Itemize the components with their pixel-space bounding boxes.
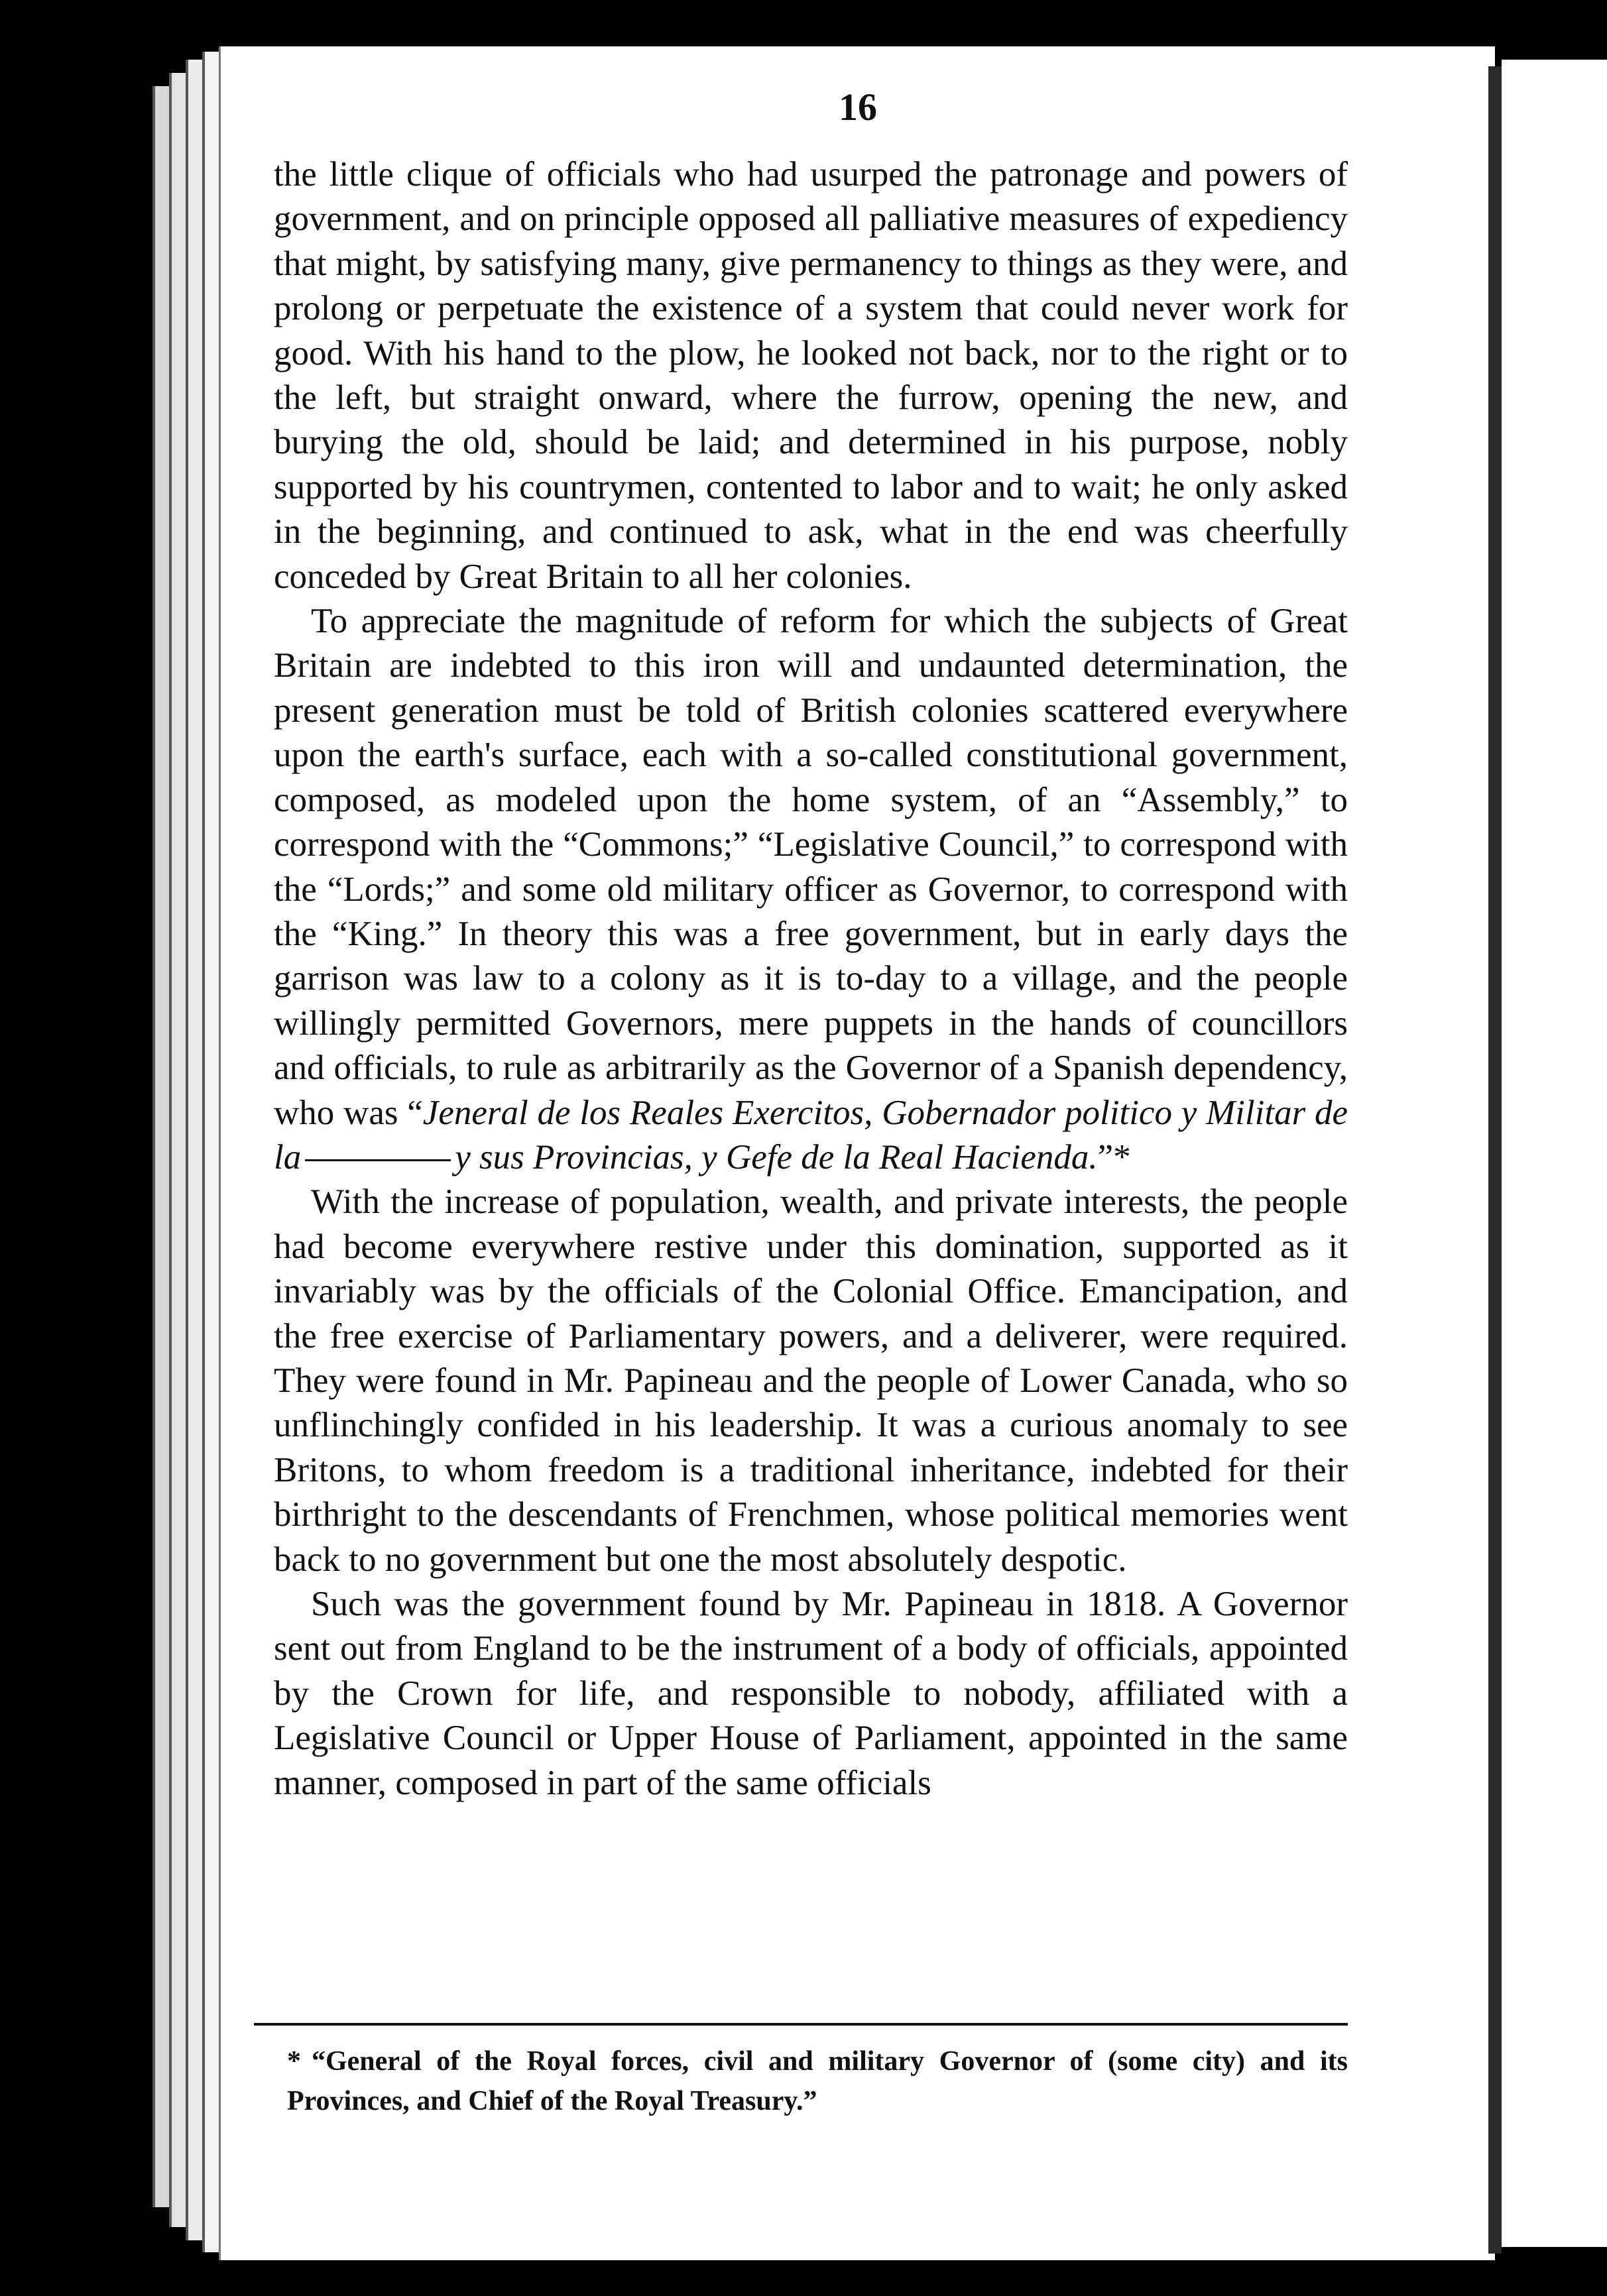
paragraph-text: To appreciate the magnitude of reform for which the subjects of Great Britain are indebted to this iron will and undaunted determination, the present generation must be told of British colonies scattered everywhere upon the earth's surface, each with a so-called constitutional government, composed, as modeled upon the home system, of an “Assembly,” to correspond with the “Commons;” “Legislative Council,” to correspond with the “Lords;” and some old military officer as Governor, to correspond with the “King.” In theory this was a free government, but in early days the garrison was law to a colony as it is to-day to a village, and the people willingly permitted Governors, mere puppets in the hands of councillors and officials, to rule as arbitrarily as the Governor of a Spanish dependency, who was [274, 602, 1348, 1132]
blank-dash [305, 1159, 451, 1161]
adjacent-page [1502, 60, 1607, 2247]
binding-strip [1488, 66, 1502, 2254]
footnote-text: “General of the Royal forces, civil and military Governor of (some city) and its Provinces, and Chief of the Royal Treasury.” [287, 2046, 1348, 2116]
paragraph: Such was the government found by Mr. Papineau in 1818. A Governor sent out from England to be the instrument of a body of officials, appointed by the Crown for life, and responsible to nobody, affiliated with a Legislative Council or Upper House of Parliament, appointed in the same manner, composed in part of the same officials [274, 1585, 1348, 1802]
spanish-title-part-2: y sus Provincias, y Gefe de la Real Hacienda. [455, 1137, 1098, 1177]
footnote [287, 2041, 1348, 2121]
footnote-mark: * [287, 2046, 301, 2077]
book-page [219, 46, 1495, 2260]
page-number: 16 [839, 86, 877, 129]
spanish-title-part-1: Jeneral de los Reales Exercitos, Gobernador politico y Militar de la [274, 1093, 1348, 1177]
quote-close: ”* [1097, 1137, 1131, 1177]
footnote-divider [254, 2023, 1348, 2026]
paragraph [274, 599, 1348, 1180]
paragraph: With the increase of population, wealth, and private interests, the people had become everywhere restive under this domination, supported as it invariably was by the officials of the Colonial Office. Emancipation, and the free exercise of Parliamentary powers, and a deliverer, were required. They were found in Mr. Papineau and the people of Lower Canada, who so unflinchingly confided in his leadership. It was a curious anomaly to see Britons, to whom freedom is a traditional inheritance, indebted for their birthright to the descendants of Frenchmen, whose political memories went back to no government but one the most absolutely despotic. [274, 1182, 1348, 1579]
paragraph: the little clique of officials who had usurped the patronage and powers of government, and on principle opposed all palliative measures of expediency that might, by satisfying many, give permanency to things as they were, and prolong or perpetuate the existence of a system that could never work for good. With his hand to the plow, he looked not back, nor to the right or to the left, but straight onward, where the furrow, opening the new, and burying the old, should be laid; and determined in his purpose, nobly supported by his countrymen, contented to labor and to wait; he only asked in the beginning, and continued to ask, what in the end was cheerfully conceded by Great Britain to all her colonies. [274, 155, 1348, 596]
quote-open: “ [407, 1093, 423, 1132]
body-text [274, 152, 1348, 1806]
